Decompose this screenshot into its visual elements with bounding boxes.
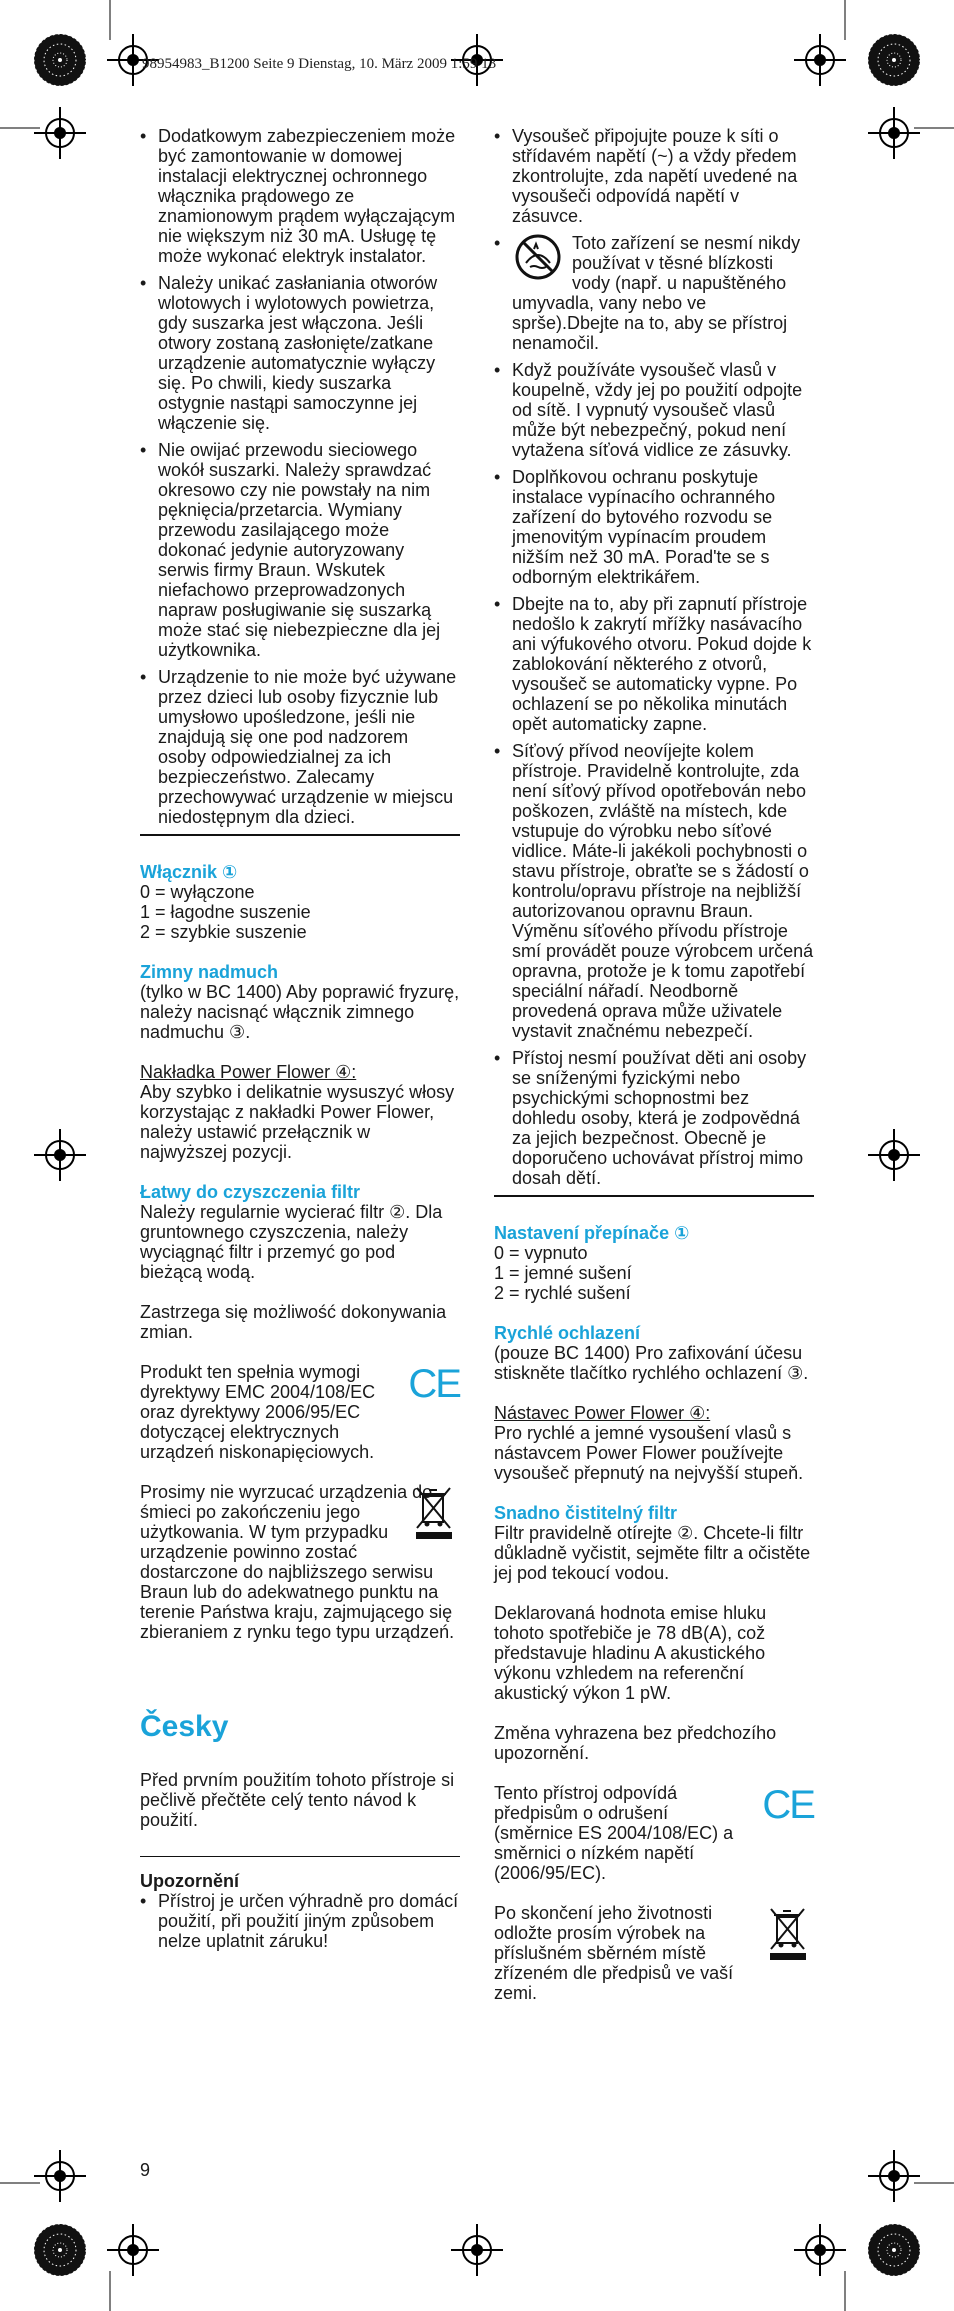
switch-section bbox=[140, 862, 460, 942]
list-item: • Přístroj je určen výhradně pro domácí použití, při použití jiným způsobem nelze uplatnit záruku! bbox=[140, 1891, 460, 1951]
ce-text: Tento přístroj odpovídá předpisům o odrušení (směrnice ES 2004/108/EC) a směrnici o nízkém napětí (2006/95/EC). bbox=[494, 1783, 734, 1883]
warning-list bbox=[140, 1891, 460, 1951]
list-item: • Doplňkovou ochranu poskytuje instalace vypínacího ochranného zařízení do bytového rozvodu se jmenovitým vypínacím proudem nižším než 30 mA. Porad'te se s odborným elektrikářem. bbox=[494, 467, 814, 587]
safety-list-czech bbox=[494, 126, 814, 1188]
ce-text: Produkt ten spełnia wymogi dyrektywy EMC 2004/108/EC oraz dyrektywy 2006/95/EC dotyczącej elektrycznych urządzeń niskonapięciowych. bbox=[140, 1362, 376, 1462]
left-column bbox=[140, 126, 460, 1958]
list-item: • Urządzenie to nie może być używane przez dzieci lub osoby fizycznie lub umysłowo upośledzone, jeśli nie znajdują się one pod nadzorem osoby odpowiedzialnej za ich bezpieczeństwo. Zalecamy przechowywać urządzenie w miejscu niedostępnym dla dzieci. bbox=[140, 667, 460, 827]
section-divider bbox=[140, 1856, 460, 1857]
section-text: Należy regularnie wycierać filtr ②. Dla gruntownego czyszczenia, należy wyciągnąć filtr i przemyć go pod bieżącą wodą. bbox=[140, 1202, 443, 1282]
cool-shot-section bbox=[494, 1323, 814, 1383]
disposal-note bbox=[140, 1482, 460, 1642]
section-text: Pro rychlé a jemné vysoušení vlasů s nástavcem Power Flower používejte vysoušeč přepnutý na nejvyšší stupeň. bbox=[494, 1423, 804, 1483]
list-item: • Nie owijać przewodu sieciowego wokół suszarki. Należy sprawdzać okresowo czy nie powstały na nim pęknięcia/przetarcia. Wymiany przewodu zasilającego może dokonać jedynie autoryzowany serwis firmy Braun. Wskutek niefachowo przeprowadzonych napraw posługiwanie się suszarką może stać się niebezpieczne dla jej użytkownika. bbox=[140, 440, 460, 660]
switch-setting: 0 = wyłączone bbox=[140, 882, 255, 902]
section-divider bbox=[140, 834, 460, 836]
section-text: (tylko w BC 1400) Aby poprawić fryzurę, należy nacisnąć włącznik zimnego nadmuchu ③. bbox=[140, 982, 460, 1042]
crossed-bin-icon bbox=[414, 1484, 454, 1540]
ce-mark-icon: CE bbox=[762, 1783, 814, 1827]
power-flower-section bbox=[494, 1403, 814, 1483]
disposal-note bbox=[494, 1903, 814, 2003]
list-item: • Síťový přívod neovíjejte kolem přístroje. Pravidelně kontrolujte, zda není síťový přívod opotřebován nebo poškozen, zvláště na místech, kde vstupuje do výrobku nebo síťové vidlice. Máte-li jakékoli pochybnosti o stavu přístroje, obraťte se s žádostí o kontrolu/opravu přístroje na nejbližší autorizovanou opravnu Braun. Výměnu síťového přívodu přístroje smí provádět pouze výrobcem určená opravna, protože je k tomu zapotřebí speciální nářadí. Neodborně provedená oprava může uživatele vystavit značnému nebezpečí. bbox=[494, 741, 814, 1041]
warning-heading: Upozornění bbox=[140, 1871, 239, 1891]
right-column bbox=[494, 126, 814, 2003]
safety-list-polish bbox=[140, 126, 460, 827]
section-heading: Nastavení přepínače ① bbox=[494, 1223, 690, 1243]
reservation-note: Změna vyhrazena bez předchozího upozornění. bbox=[494, 1723, 777, 1763]
disposal-text: Po skončení jeho životnosti odložte prosím výrobek na příslušném sběrném místě zřízeném dle předpisů ve vaší zemi. bbox=[494, 1903, 734, 2003]
list-item: • Když používáte vysoušeč vlasů v koupelně, vždy jej po použití odpojte od sítě. I vypnutý vysoušeč vlasů může být nebezpečný, pokud není vytažena síťová vidlice ze zásuvky. bbox=[494, 360, 814, 460]
switch-setting: 1 = jemné sušení bbox=[494, 1263, 632, 1283]
section-heading: Włącznik ① bbox=[140, 862, 238, 882]
section-heading: Rychlé ochlazení bbox=[494, 1323, 641, 1343]
list-item: • Dodatkowym zabezpieczeniem może być zamontowanie w domowej instalacji elektrycznej ochronnego włącznika prądowego ze znamionowym prądem wyłączającym nie większym niż 30 mA. Usługę tę może wykonać elektryk instalator. bbox=[140, 126, 460, 266]
ce-compliance bbox=[494, 1783, 814, 1883]
section-heading: Snadno čistitelný filtr bbox=[494, 1503, 678, 1523]
section-text: (pouze BC 1400) Pro zafixování účesu stiskněte tlačítko rychlého ochlazení ③. bbox=[494, 1343, 809, 1383]
list-item: • Należy unikać zasłaniania otworów wlotowych i wylotowych powietrza, gdy suszarka jest włączona. Jeśli otwory zostaną zasłonięte/zatkane urządzenie automatycznie wyłączy się. Po chwili, kiedy suszarka ostygnie nastąpi samoczynne jej włączenie się. bbox=[140, 273, 460, 433]
language-title: Česky bbox=[140, 1710, 229, 1743]
switch-setting: 1 = łagodne suszenie bbox=[140, 902, 311, 922]
list-item: • Vysoušeč připojujte pouze k síti o střídavém napětí (~) a vždy předem zkontrolujte, zda napětí uvedené na vysoušeči odpovídá napětí v zásuvce. bbox=[494, 126, 814, 226]
water-warning-item bbox=[494, 233, 814, 353]
list-item: • Dbejte na to, aby při zapnutí přístroje nedošlo k zakrytí mřížky nasávacího ani výfukového otvoru. Pokud dojde k zablokování některého z otvorů, vysoušeč se automaticky vypne. Po ochlazení se po několika minutách opět automaticky zapne. bbox=[494, 594, 814, 734]
list-item: • Přístoj nesmí používat děti ani osoby se sníženými fyzickými nebo psychickými schopnostmi bez dohledu osoby, která je zodpovědná za jejich bezpečnost. Obecně je doporučeno uchovávat přístroj mimo dosah dětí. bbox=[494, 1048, 814, 1188]
disposal-text: Prosimy nie wyrzucać urządzenia do śmieci po zakończeniu jego użytkowania. W tym przypadku urządzenie powinno zostać dostarczone do najbliższego serwisu Braun lub do adekwatnego punktu na terenie Państwa kraju, zajmującego się zbieraniem z rynku tego typu urządzeń. bbox=[140, 1482, 455, 1642]
section-subheading: Nakładka Power Flower ④: bbox=[140, 1062, 357, 1082]
filter-section bbox=[140, 1182, 460, 1282]
section-heading: Zimny nadmuch bbox=[140, 962, 279, 982]
page-number: 9 bbox=[140, 2160, 151, 2180]
filter-section bbox=[494, 1503, 814, 1583]
no-water-icon bbox=[512, 233, 564, 281]
water-warning-text: Toto zařízení se nesmí nikdy používat v těsné blízkosti vody (např. u napuštěného umyvadla, vany nebo ve sprše).Dbejte na to, aby se přístroj nenamočil. bbox=[512, 233, 801, 353]
ce-compliance bbox=[140, 1362, 460, 1462]
switch-setting: 2 = rychlé sušení bbox=[494, 1283, 631, 1303]
switch-setting: 0 = vypnuto bbox=[494, 1243, 588, 1263]
noise-note: Deklarovaná hodnota emise hluku tohoto spotřebiče je 78 dB(A), což představuje hladinu A akustického výkonu vzhledem na referenční akustický výkon 1 pW. bbox=[494, 1603, 767, 1703]
power-flower-section bbox=[140, 1062, 460, 1162]
cool-shot-section bbox=[140, 962, 460, 1042]
intro-text: Před prvním použitím tohoto přístroje si pečlivě přečtěte celý tento návod k použití. bbox=[140, 1770, 455, 1830]
section-text: Aby szybko i delikatnie wysuszyć włosy korzystając z nakładki Power Flower, należy ustawić przełącznik w najwyższej pozycji. bbox=[140, 1082, 455, 1162]
section-subheading: Nástavec Power Flower ④: bbox=[494, 1403, 711, 1423]
section-text: Filtr pravidelně otírejte ②. Chcete-li filtr důkladně vyčistit, sejměte filtr a očistěte jej pod tekoucí vodou. bbox=[494, 1523, 811, 1583]
switch-setting: 2 = szybkie suszenie bbox=[140, 922, 307, 942]
print-header: 98954983_B1200 Seite 9 Dienstag, 10. März 2009 1:59 13 bbox=[142, 56, 497, 72]
crossed-bin-icon bbox=[768, 1905, 808, 1961]
switch-section bbox=[494, 1223, 814, 1303]
ce-mark-icon: CE bbox=[408, 1362, 460, 1406]
reservation-note: Zastrzega się możliwość dokonywania zmian. bbox=[140, 1302, 447, 1342]
section-divider bbox=[494, 1195, 814, 1197]
section-heading: Łatwy do czyszczenia filtr bbox=[140, 1182, 361, 1202]
